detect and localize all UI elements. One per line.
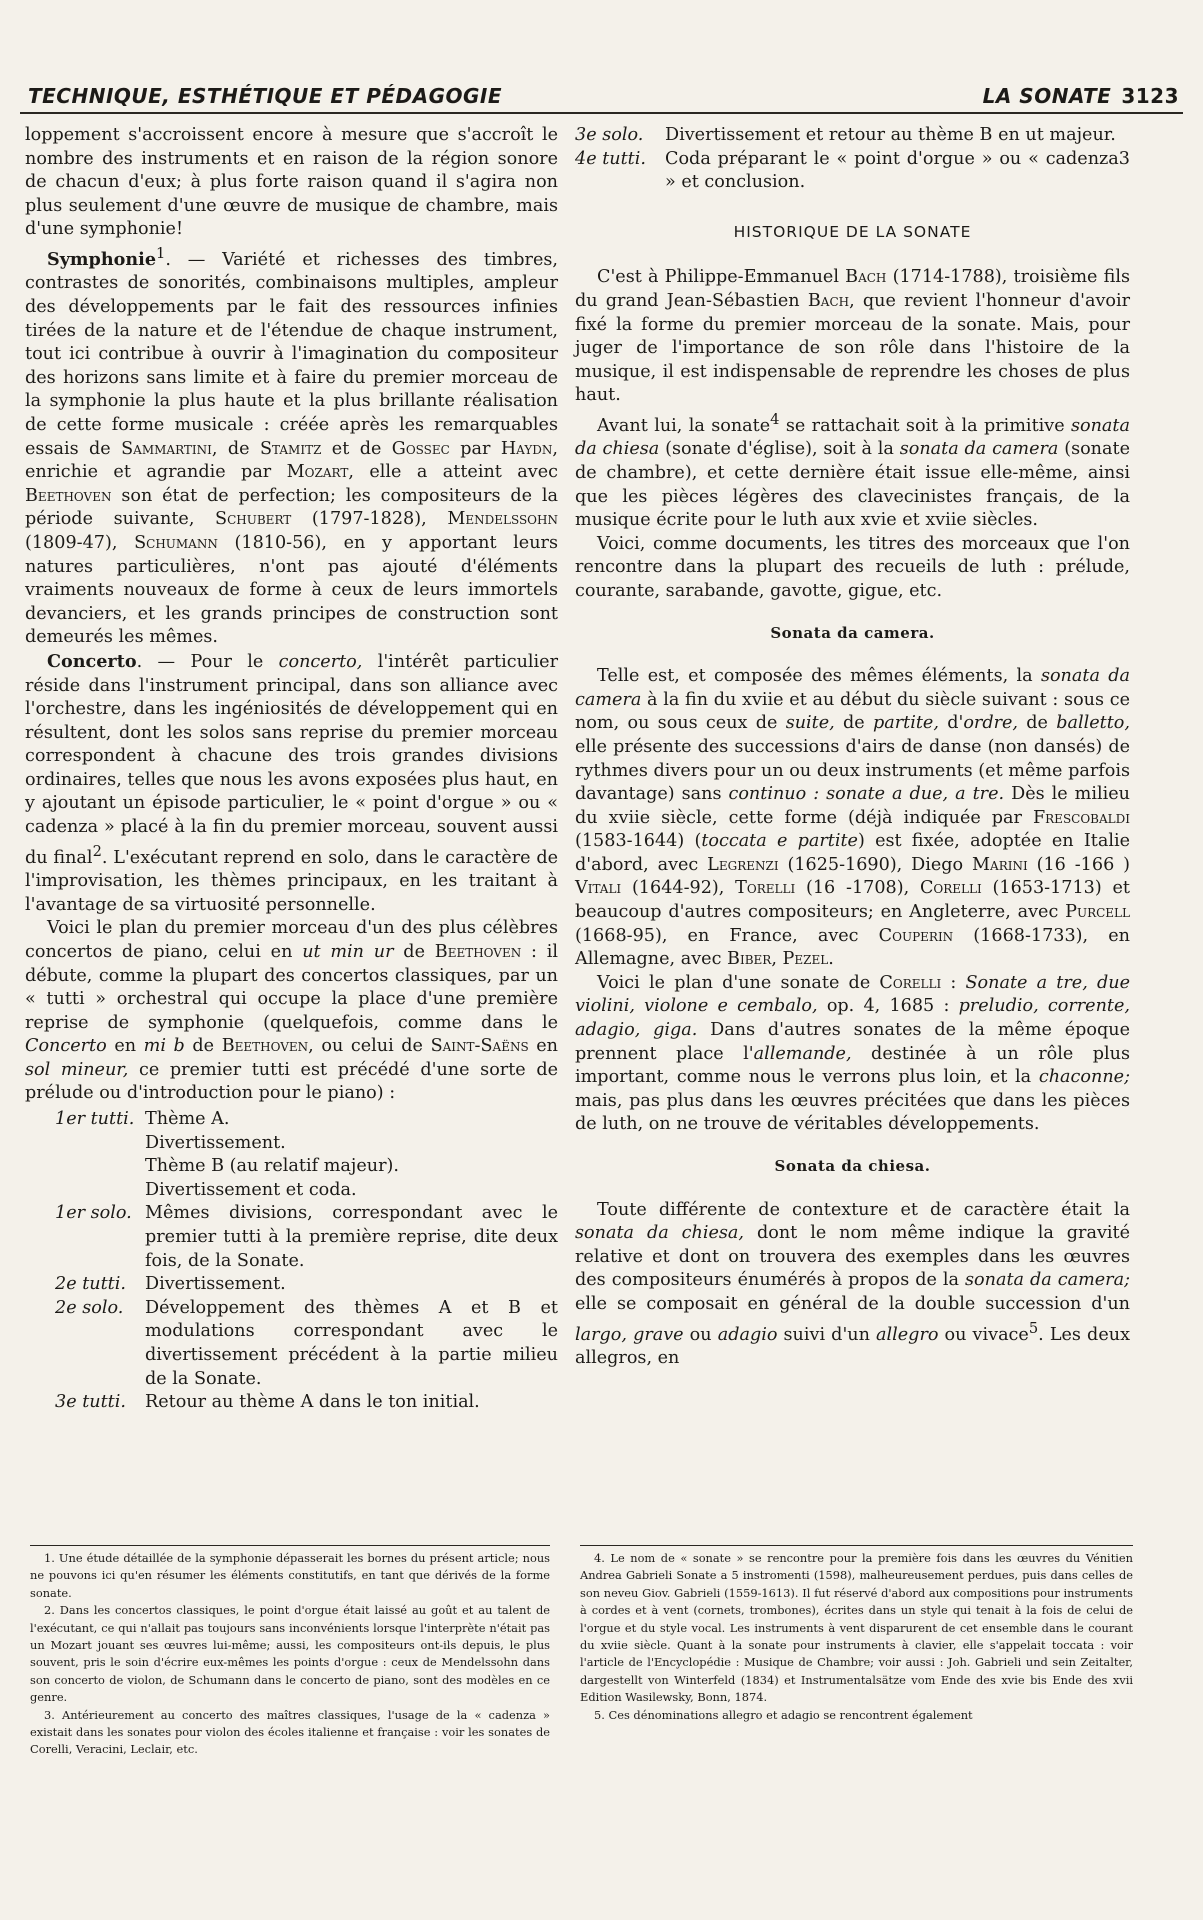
- text: (1810-56), en y apportant leurs natures particulières, n'ont pas ajouté d'éléments vraiments nouveaux de forme à ceux de leurs immortels devanciers, et les grands principes de construction sont demeurés les mêmes.: [25, 532, 558, 648]
- text: (1644-92),: [621, 878, 736, 899]
- text: :: [941, 972, 966, 993]
- subheading-sonata-da-camera: Sonata da camera.: [770, 623, 935, 642]
- concerto-plan-continued: [575, 124, 1130, 195]
- text: . Les deux allegros, en: [575, 1324, 1130, 1369]
- composer-name: Schumann: [134, 532, 218, 553]
- section-heading-historique: HISTORIQUE DE LA SONATE: [733, 222, 972, 241]
- plan-tag: 1er solo.: [55, 1203, 132, 1224]
- text: d': [938, 713, 964, 734]
- composer-name: Beethoven: [25, 485, 112, 506]
- paragraph-camera: [575, 665, 1130, 972]
- text: op. 4, 1685 :: [817, 996, 959, 1017]
- text: Voici le plan du premier morceau d'un des plus célèbres concertos de piano, celui en: [25, 918, 558, 962]
- text: . — Variété et richesses des timbres, contrastes de sonorités, combinaisons multiples, ampleur des développements par le fait des ressources infinies tirées de la nature et de l'étendue de chaque instrument, tout ici contribue à ouvrir à l'imagination du compositeur des horizons sans limite et à faire du premier morceau de la symphonie la plus haute et la plus brillante réalisation de cette forme musicale : créée après les remarquables essais de: [25, 249, 558, 459]
- composer-name: Marini: [972, 854, 1028, 875]
- footnote-1: 1. Une étude détaillée de la symphonie dépasserait les bornes du présent article; nous ne pouvons ici qu'en résumer les éléments constitutifs, en tant que dérivés de la forme sonate.: [30, 1551, 550, 1600]
- text: .: [828, 949, 834, 970]
- text: Telle est, et composée des mêmes éléments, la: [597, 666, 1041, 687]
- text: , ou celui de: [308, 1036, 431, 1057]
- term-symphonie: Symphonie: [47, 248, 157, 270]
- footnote-4: 4. Le nom de « sonate » se rencontre pour la première fois dans les œuvres du Vénitien Andrea Gabrieli Sonate a 5 instromenti (1598), malheureusement perdues, puis dans celles de son neveu Giov. Gabrieli (1559-1613). Il fut réservé d'abord aux compositions pour instruments à cordes et à vent (cornets, trombones), écrites dans un style qui tenait à la fois de celui de l'orgue et du style vocal. Les instruments à vent disparurent de cet ensemble dans le courant du xviie siècle. Quant à la sonate pour instruments à clavier, elle s'appelait toccata : voir l'article de l'Encyclopédie : Musique de Chambre; voir aussi : Joh. Gabrieli und sein Zeitalter, dargestellt von Winterfeld (1834) et Instrumentalsätze vom Ende des xvie bis Ende des xvii Edition Wasilewsky, Bonn, 1874.: [580, 1551, 1133, 1705]
- text: . — Pour le: [136, 651, 279, 672]
- text: , de: [211, 438, 260, 459]
- italic-text: allemande,: [753, 1043, 852, 1064]
- composer-name: Corelli: [879, 972, 942, 993]
- italic-text: preludio, corrente, adagio, giga.: [575, 996, 1130, 1041]
- italic-text: sonata da camera: [575, 666, 1130, 710]
- italic-text: concerto,: [278, 651, 363, 672]
- composer-name: Beethoven: [221, 1036, 309, 1057]
- italic-text: sonata da chiesa: [575, 415, 1130, 460]
- text: ou: [683, 1324, 718, 1345]
- text: , enrichie et agrandie par: [25, 438, 558, 483]
- plan-item: [25, 1179, 558, 1203]
- page-header: [20, 82, 1183, 114]
- footnote-2: 2. Dans les concertos classiques, le point d'orgue était laissé au goût et au talent de l'exécutant, ce qui n'allait pas toujours sans inconvénients lorsque l'interprète n'était pas un Mozart jouant ses œuvres lui-même; aussi, les compositeurs ont-ils depuis, le plus souvent, pris le soin d'écrire eux-mêmes les points d'orgue : ceux de Mendelssohn dans son concerto de violon, de Schumann dans le concerto de piano, sont des modèles en ce genre.: [30, 1603, 550, 1705]
- composer-name: Bach: [845, 267, 887, 288]
- italic-text: Sonate a tre, due violini, violone e cembalo,: [575, 972, 1130, 1017]
- composer-name: Frescobaldi: [1032, 807, 1130, 828]
- plan-text: Coda préparant le « point d'orgue » ou « cadenza3 » et conclusion.: [665, 148, 1130, 193]
- text: (1809-47),: [25, 532, 135, 553]
- text: (sonate de chambre), et cette dernière était issue elle-même, ainsi que les pièces légères des clavecinistes français, de la musique écrite pour le luth aux xvie et xviie siècles.: [575, 439, 1130, 531]
- footnote-5: 5. Ces dénominations allegro et adagio se rencontrent également: [594, 1707, 973, 1722]
- text: à la fin du xviie et au début du siècle suivant : sous ce nom, ou sous ceux de: [575, 689, 1130, 734]
- composer-name: Purcell: [1065, 902, 1130, 923]
- italic-text: partite,: [872, 713, 939, 734]
- text: elle se composait en général de la double succession d'un: [575, 1293, 1130, 1314]
- plan-text: Divertissement et coda.: [145, 1179, 357, 1200]
- composer-name: Beethoven: [434, 941, 522, 962]
- plan-item: [25, 1273, 558, 1297]
- text: l'intérêt particulier réside dans l'instrument principal, dans son alliance avec l'orchestre, dans les ingéniosités de développement qui en résultent, dont les solos sans reprise du premier morceau correspondent à chacune des trois grandes divisions ordinaires, telles que nous les avons exposées plus haut, en y ajoutant un épisode particulier, le « point d'orgue » ou « cadenza » placé à la fin du premier morceau, souvent aussi du final: [25, 651, 558, 868]
- text: ou vivace: [938, 1324, 1029, 1345]
- text: son état de perfection; les compositeurs de la période suivante,: [25, 485, 558, 530]
- text: , elle a atteint avec: [348, 462, 558, 483]
- plan-text: Divertissement et retour au thème B en ut majeur.: [665, 125, 1116, 145]
- composer-name: Bach: [807, 290, 850, 311]
- plan-item: [25, 1132, 558, 1156]
- italic-text: suite,: [785, 713, 835, 734]
- text: ,: [771, 949, 783, 970]
- plan-text: Thème B (au relatif majeur).: [145, 1156, 399, 1177]
- text: (16 -1708),: [795, 878, 920, 899]
- plan-text: Retour au thème A dans le ton initial.: [145, 1392, 480, 1413]
- text: (1668-1733), en Allemagne, avec: [575, 925, 1130, 970]
- italic-text: continuo : sonate a due, a tre.: [728, 784, 1005, 805]
- italic-text: allegro: [876, 1324, 939, 1345]
- text: C'est à Philippe-Emmanuel: [597, 267, 846, 288]
- italic-text: ordre,: [963, 713, 1018, 734]
- footnotes-right: [580, 1545, 1133, 1724]
- composer-name: Corelli: [919, 878, 982, 899]
- text: (1625-1690), Diego: [778, 854, 973, 875]
- plan-text: Divertissement.: [145, 1274, 286, 1295]
- footnote-ref: 1: [156, 244, 166, 262]
- text: (1653-1713) et beaucoup d'autres compositeurs; en Angleterre, avec: [575, 878, 1130, 923]
- paragraph-chiesa: [575, 1199, 1130, 1371]
- composer-name: Biber: [727, 949, 772, 970]
- paragraph-symphonie: [25, 242, 558, 650]
- composer-name: Gossec: [391, 438, 450, 459]
- plan-item: [575, 148, 1130, 195]
- composer-name: Saint-Saëns: [430, 1036, 529, 1057]
- plan-tag: 1er tutti.: [55, 1109, 135, 1130]
- italic-text: sonata da camera: [899, 439, 1059, 460]
- text: de: [184, 1036, 222, 1057]
- text: de: [393, 941, 435, 962]
- text: et de: [321, 438, 392, 459]
- italic-text: adagio: [717, 1324, 778, 1345]
- running-title: TECHNIQUE, ESTHÉTIQUE ET PÉDAGOGIE: [28, 84, 503, 108]
- text: de: [834, 713, 873, 734]
- text: en: [106, 1036, 144, 1057]
- text: mais, pas plus dans les œuvres précitées que dans les pièces de luth, on ne trouve de véritables développements.: [575, 1090, 1130, 1135]
- footnote-ref: 2: [92, 842, 102, 860]
- text: se rattachait soit à la primitive: [779, 415, 1071, 436]
- italic-text: ut min ur: [302, 941, 394, 962]
- paragraph-bach: [575, 266, 1130, 408]
- text: par: [449, 438, 501, 459]
- text: suivi d'un: [777, 1324, 877, 1345]
- footnote-3: 3. Antérieurement au concerto des maîtres classiques, l'usage de la « cadenza » existait dans les sonates pour violon des écoles italienne et française : voir les sonates de Corelli, Veracini, Leclair, etc.: [30, 1707, 550, 1757]
- plan-tag: 3e tutti.: [55, 1392, 126, 1413]
- right-column: [575, 124, 1130, 1371]
- paragraph-continuation: loppement s'accroissent encore à mesure que s'accroît le nombre des instruments et en raison de la région sonore de chacun d'eux; à plus forte raison quand il s'agira non plus seulement d'une œuvre de musique de chambre, mais d'une symphonie!: [25, 125, 558, 240]
- plan-item: [575, 124, 1130, 148]
- plan-item: [25, 1202, 558, 1273]
- plan-item: [25, 1297, 558, 1391]
- plan-text: Développement des thèmes A et B et modulations correspondant avec le divertissement précédent à la partie milieu de la Sonate.: [145, 1297, 558, 1389]
- composer-name: Stamitz: [259, 438, 322, 459]
- italic-text: sol mineur,: [25, 1059, 129, 1080]
- italic-text: sonata da chiesa,: [575, 1223, 745, 1244]
- footnotes-left: [30, 1545, 550, 1759]
- composer-name: Vitali: [575, 878, 622, 899]
- text: (1668-95), en France, avec: [575, 925, 879, 946]
- plan-tag: 2e tutti.: [55, 1274, 126, 1295]
- composer-name: Couperin: [878, 925, 954, 946]
- paragraph-concerto: [25, 650, 558, 917]
- plan-item: [25, 1155, 558, 1179]
- composer-name: Schubert: [215, 509, 292, 530]
- footnote-ref: 4: [770, 410, 780, 428]
- text: . L'exécutant reprend en solo, dans le caractère de l'improvisation, les thèmes principaux, en les traitant à l'avantage de sa virtuosité personnelle.: [25, 847, 558, 915]
- text: : il débute, comme la plupart des concertos classiques, par un « tutti » orchestral qui occupe la place d'une première reprise de symphonie (quelquefois, comme dans le: [25, 941, 558, 1033]
- composer-name: Pezel: [782, 949, 829, 970]
- paragraph-corelli: [575, 972, 1130, 1137]
- text: Avant lui, la sonate: [597, 415, 771, 436]
- plan-item: [25, 1108, 558, 1132]
- text: dont le nom même indique la gravité relative et dont on trouvera des exemples dans les œuvres des compositeurs énumérés à propos de la: [575, 1223, 1130, 1291]
- text: en: [528, 1036, 558, 1057]
- text: de: [1018, 713, 1057, 734]
- page-number: 3123: [1121, 84, 1179, 108]
- footnote-ref: 5: [1028, 1319, 1039, 1337]
- section-name: LA SONATE: [982, 84, 1112, 108]
- text: destinée à un rôle plus important, comme nous le verrons plus loin, et la: [575, 1043, 1130, 1088]
- left-column: [25, 124, 558, 1415]
- plan-text: Divertissement.: [145, 1132, 286, 1153]
- plan-item: [25, 1391, 558, 1415]
- italic-text: balletto,: [1056, 713, 1130, 734]
- text: Dès le milieu du xviie siècle, cette forme (déjà indiquée par: [575, 784, 1130, 828]
- composer-name: Mozart: [286, 462, 349, 483]
- italic-text: mi b: [143, 1036, 185, 1057]
- concerto-plan-list: [25, 1108, 558, 1415]
- text: , que revient l'honneur d'avoir fixé la forme du premier morceau de la sonate. Mais, pour juger de l'importance de son rôle dans l'histoire de la musique, il est indispensable de reprendre les choses de plus haut.: [575, 290, 1131, 406]
- text: ) est fixée, adoptée en Italie d'abord, avec: [575, 831, 1130, 875]
- text: Dans d'autres sonates de la même époque prennent place l': [575, 1020, 1130, 1064]
- plan-tag: 4e tutti.: [575, 148, 646, 169]
- text: (1797-1828),: [291, 509, 448, 530]
- text: elle présente des successions d'airs de danse (non dansés) de rythmes divers pour un ou deux instruments (et même parfois davantage) sans: [575, 736, 1130, 805]
- italic-text: Concerto: [25, 1036, 107, 1057]
- italic-text: largo, grave: [575, 1324, 684, 1345]
- plan-tag: 3e solo.: [575, 125, 644, 145]
- composer-name: Legrenzi: [707, 854, 779, 875]
- italic-text: chaconne;: [1038, 1067, 1130, 1088]
- running-section: [983, 84, 1179, 108]
- text: ce premier tutti est précédé d'une sorte de prélude ou d'introduction pour le piano) :: [25, 1059, 558, 1104]
- subheading-sonata-da-chiesa: Sonata da chiesa.: [774, 1157, 931, 1176]
- paragraph-documents: Voici, comme documents, les titres des morceaux que l'on rencontre dans la plupart des recueils de luth : prélude, courante, sarabande, gavotte, gigue, etc.: [575, 533, 1130, 601]
- composer-name: Torelli: [735, 878, 796, 899]
- plan-text: Thème A.: [145, 1109, 230, 1130]
- plan-text: Mêmes divisions, correspondant avec le premier tutti à la première reprise, dite deux fois, de la Sonate.: [145, 1203, 558, 1271]
- text: (16 -166 ): [1027, 854, 1131, 875]
- text: Voici le plan d'une sonate de: [597, 972, 880, 993]
- paragraph-avant-lui: [575, 408, 1130, 533]
- term-concerto: Concerto: [47, 650, 137, 672]
- italic-text: toccata e partite: [701, 831, 858, 852]
- italic-text: sonata da camera;: [965, 1270, 1131, 1291]
- paragraph-plan-intro: [25, 917, 558, 1106]
- text: (sonate d'église), soit à la: [659, 439, 900, 460]
- composer-name: Mendelssohn: [447, 509, 558, 530]
- composer-name: Sammartini: [121, 438, 212, 459]
- text: Toute différente de contexture et de caractère était la: [597, 1199, 1130, 1220]
- plan-tag: 2e solo.: [55, 1297, 124, 1318]
- text: (1714-1788), troisième fils du grand Jean-Sébastien: [575, 267, 1130, 311]
- text: (1583-1644) (: [575, 831, 702, 852]
- composer-name: Haydn: [500, 438, 553, 459]
